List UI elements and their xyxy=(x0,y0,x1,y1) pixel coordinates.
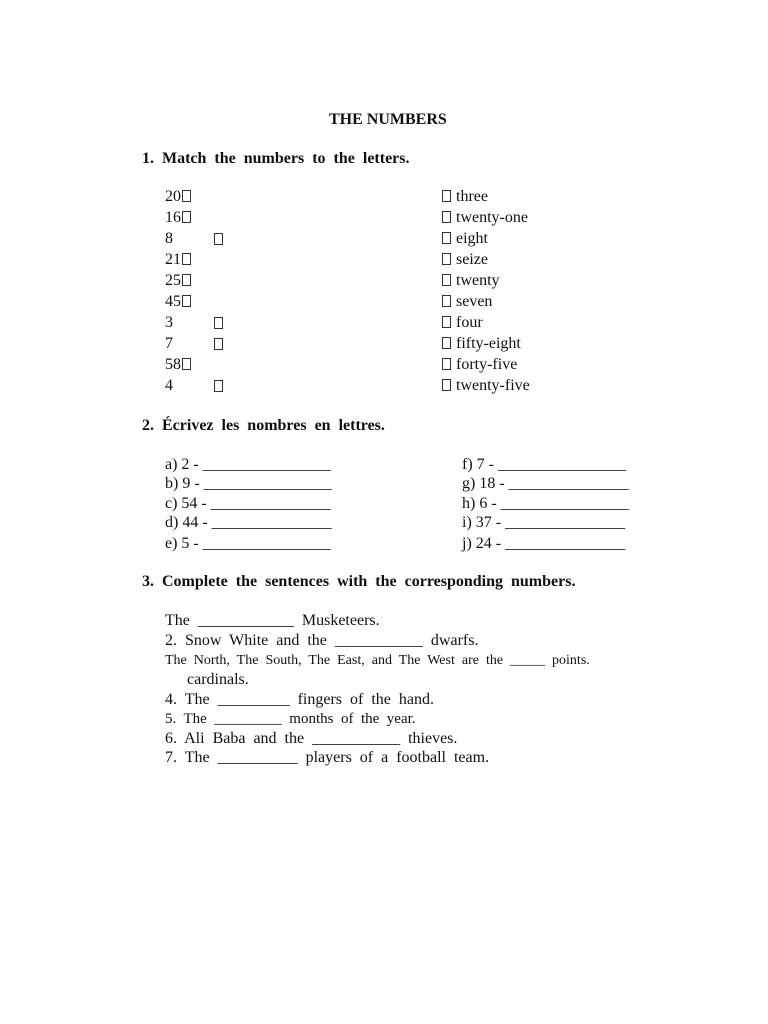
word-label: eight xyxy=(456,230,488,247)
checkbox-icon[interactable] xyxy=(182,295,191,307)
checkbox-icon[interactable] xyxy=(442,211,451,223)
number-label: 8 xyxy=(165,230,173,247)
checkbox-icon[interactable] xyxy=(442,337,451,349)
page-title: THE NUMBERS xyxy=(329,111,447,128)
sentence-3[interactable]: The North, The South, The East, and The West are the _____ points. xyxy=(165,653,590,668)
word-label: seize xyxy=(456,251,488,268)
number-item xyxy=(165,250,192,270)
number-item xyxy=(165,313,173,333)
checkbox-icon[interactable] xyxy=(442,232,451,244)
number-item xyxy=(165,355,192,375)
word-item xyxy=(441,187,488,207)
number-item xyxy=(165,187,192,207)
checkbox-icon[interactable] xyxy=(182,253,191,265)
section3-heading: 3. Complete the sentences with the corresponding numbers. xyxy=(142,573,576,590)
sentence-1[interactable]: The ____________ Musketeers. xyxy=(165,612,380,629)
sentence-4[interactable]: 4. The _________ fingers of the hand. xyxy=(165,691,434,708)
checkbox-icon[interactable] xyxy=(442,274,451,286)
word-label: twenty xyxy=(456,272,500,289)
number-label: 3 xyxy=(165,314,173,331)
answer-line-j[interactable]: j) 24 - _______________ xyxy=(462,535,626,552)
word-item xyxy=(441,355,517,375)
number-item xyxy=(165,271,192,291)
number-label: 16 xyxy=(165,209,181,226)
answer-line-f[interactable]: f) 7 - ________________ xyxy=(462,456,626,473)
number-label: 45 xyxy=(165,293,181,310)
word-label: fifty-eight xyxy=(456,335,521,352)
word-label: forty-five xyxy=(456,356,518,373)
checkbox-icon[interactable] xyxy=(182,358,191,370)
number-label: 20 xyxy=(165,188,181,205)
section2-heading: 2. Écrivez les nombres en lettres. xyxy=(142,417,385,434)
answer-line-c[interactable]: c) 54 - _______________ xyxy=(165,495,331,512)
number-label: 4 xyxy=(165,377,173,394)
section1-heading: 1. Match the numbers to the letters. xyxy=(142,150,410,167)
answer-line-a[interactable]: a) 2 - ________________ xyxy=(165,456,331,473)
sentence-2[interactable]: 2. Snow White and the ___________ dwarfs. xyxy=(165,632,479,649)
sentence-5[interactable]: 5. The _________ months of the year. xyxy=(165,711,416,727)
checkbox-icon[interactable] xyxy=(442,316,451,328)
answer-line-h[interactable]: h) 6 - ________________ xyxy=(462,495,629,512)
word-label: seven xyxy=(456,293,493,310)
word-item xyxy=(441,292,492,312)
checkbox-icon[interactable] xyxy=(182,211,191,223)
number-item xyxy=(165,292,192,312)
word-item xyxy=(441,376,530,396)
sentence-3-continued: cardinals. xyxy=(187,671,249,688)
answer-line-d[interactable]: d) 44 - _______________ xyxy=(165,514,332,531)
answer-line-b[interactable]: b) 9 - ________________ xyxy=(165,475,332,492)
answer-line-i[interactable]: i) 37 - _______________ xyxy=(462,514,626,531)
answer-line-g[interactable]: g) 18 - _______________ xyxy=(462,475,629,492)
checkbox-icon[interactable] xyxy=(214,338,223,350)
word-item xyxy=(441,250,488,270)
number-label: 7 xyxy=(165,335,173,352)
word-label: three xyxy=(456,188,488,205)
answer-line-e[interactable]: e) 5 - ________________ xyxy=(165,535,331,552)
word-item xyxy=(441,271,500,291)
checkbox-icon[interactable] xyxy=(214,317,223,329)
checkbox-icon[interactable] xyxy=(442,253,451,265)
word-item xyxy=(441,208,528,228)
sentence-6[interactable]: 6. Ali Baba and the ___________ thieves. xyxy=(165,730,458,747)
word-label: four xyxy=(456,314,483,331)
checkbox-icon[interactable] xyxy=(214,233,223,245)
word-item xyxy=(441,313,483,333)
sentence-7[interactable]: 7. The __________ players of a football team. xyxy=(165,749,490,766)
checkbox-icon[interactable] xyxy=(442,190,451,202)
number-label: 21 xyxy=(165,251,181,268)
number-item xyxy=(165,229,173,249)
checkbox-icon[interactable] xyxy=(214,380,223,392)
number-item xyxy=(165,208,192,228)
checkbox-icon[interactable] xyxy=(442,379,451,391)
number-item xyxy=(165,376,173,396)
word-item xyxy=(441,334,521,354)
checkbox-icon[interactable] xyxy=(442,295,451,307)
word-label: twenty-one xyxy=(456,209,528,226)
number-label: 25 xyxy=(165,272,181,289)
checkbox-icon[interactable] xyxy=(182,190,191,202)
word-item xyxy=(441,229,488,249)
number-label: 58 xyxy=(165,356,181,373)
word-label: twenty-five xyxy=(456,377,530,394)
checkbox-icon[interactable] xyxy=(442,358,451,370)
checkbox-icon[interactable] xyxy=(182,274,191,286)
number-item xyxy=(165,334,173,354)
